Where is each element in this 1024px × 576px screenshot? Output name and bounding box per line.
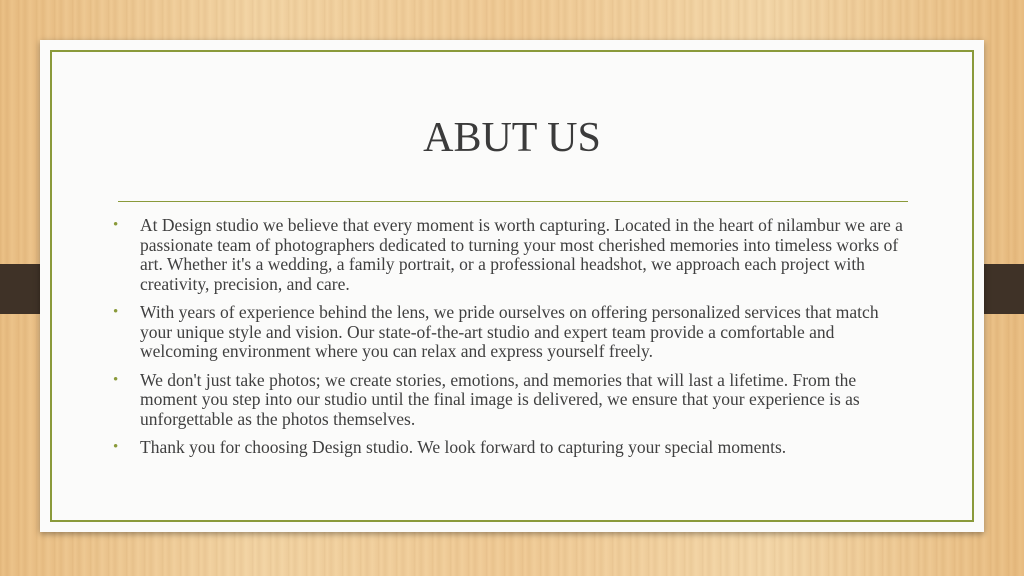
bullet-icon: •	[113, 371, 119, 388]
paragraph-text: With years of experience behind the lens, we pride ourselves on offering personalized services that match your unique style and vision. Our state-of-the-art studio and expert team provide a comfortable and welcoming environment where you can relax and express yourself freely.	[140, 302, 879, 361]
bullet-icon: •	[113, 217, 119, 233]
list-item	[113, 438, 913, 458]
list-item	[113, 371, 913, 430]
slide-card	[40, 40, 984, 532]
slide-title: ABUT US	[423, 115, 601, 161]
paragraph-text: Thank you for choosing Design studio. We look forward to capturing your special moments.	[140, 437, 787, 457]
list-item	[113, 303, 913, 362]
content-list	[113, 216, 913, 467]
bullet-icon: •	[113, 439, 119, 455]
paragraph-text: We don't just take photos; we create stories, emotions, and memories that will last a lifetime. From the moment you step into our studio until the final image is delivered, we ensure that your experience is as unforgettable as the photos themselves.	[140, 369, 860, 429]
paragraph-text: At Design studio we believe that every moment is worth capturing. Located in the heart of nilambur we are a passionate team of photographers dedicated to turning your most cherished memories into timeless works of art. Whether it's a wedding, a family portrait, or a professional headshot, we approach each project with creativity, precision, and care.	[140, 215, 903, 294]
title-divider	[118, 201, 908, 202]
list-item	[113, 216, 913, 294]
bullet-icon: •	[113, 304, 119, 320]
